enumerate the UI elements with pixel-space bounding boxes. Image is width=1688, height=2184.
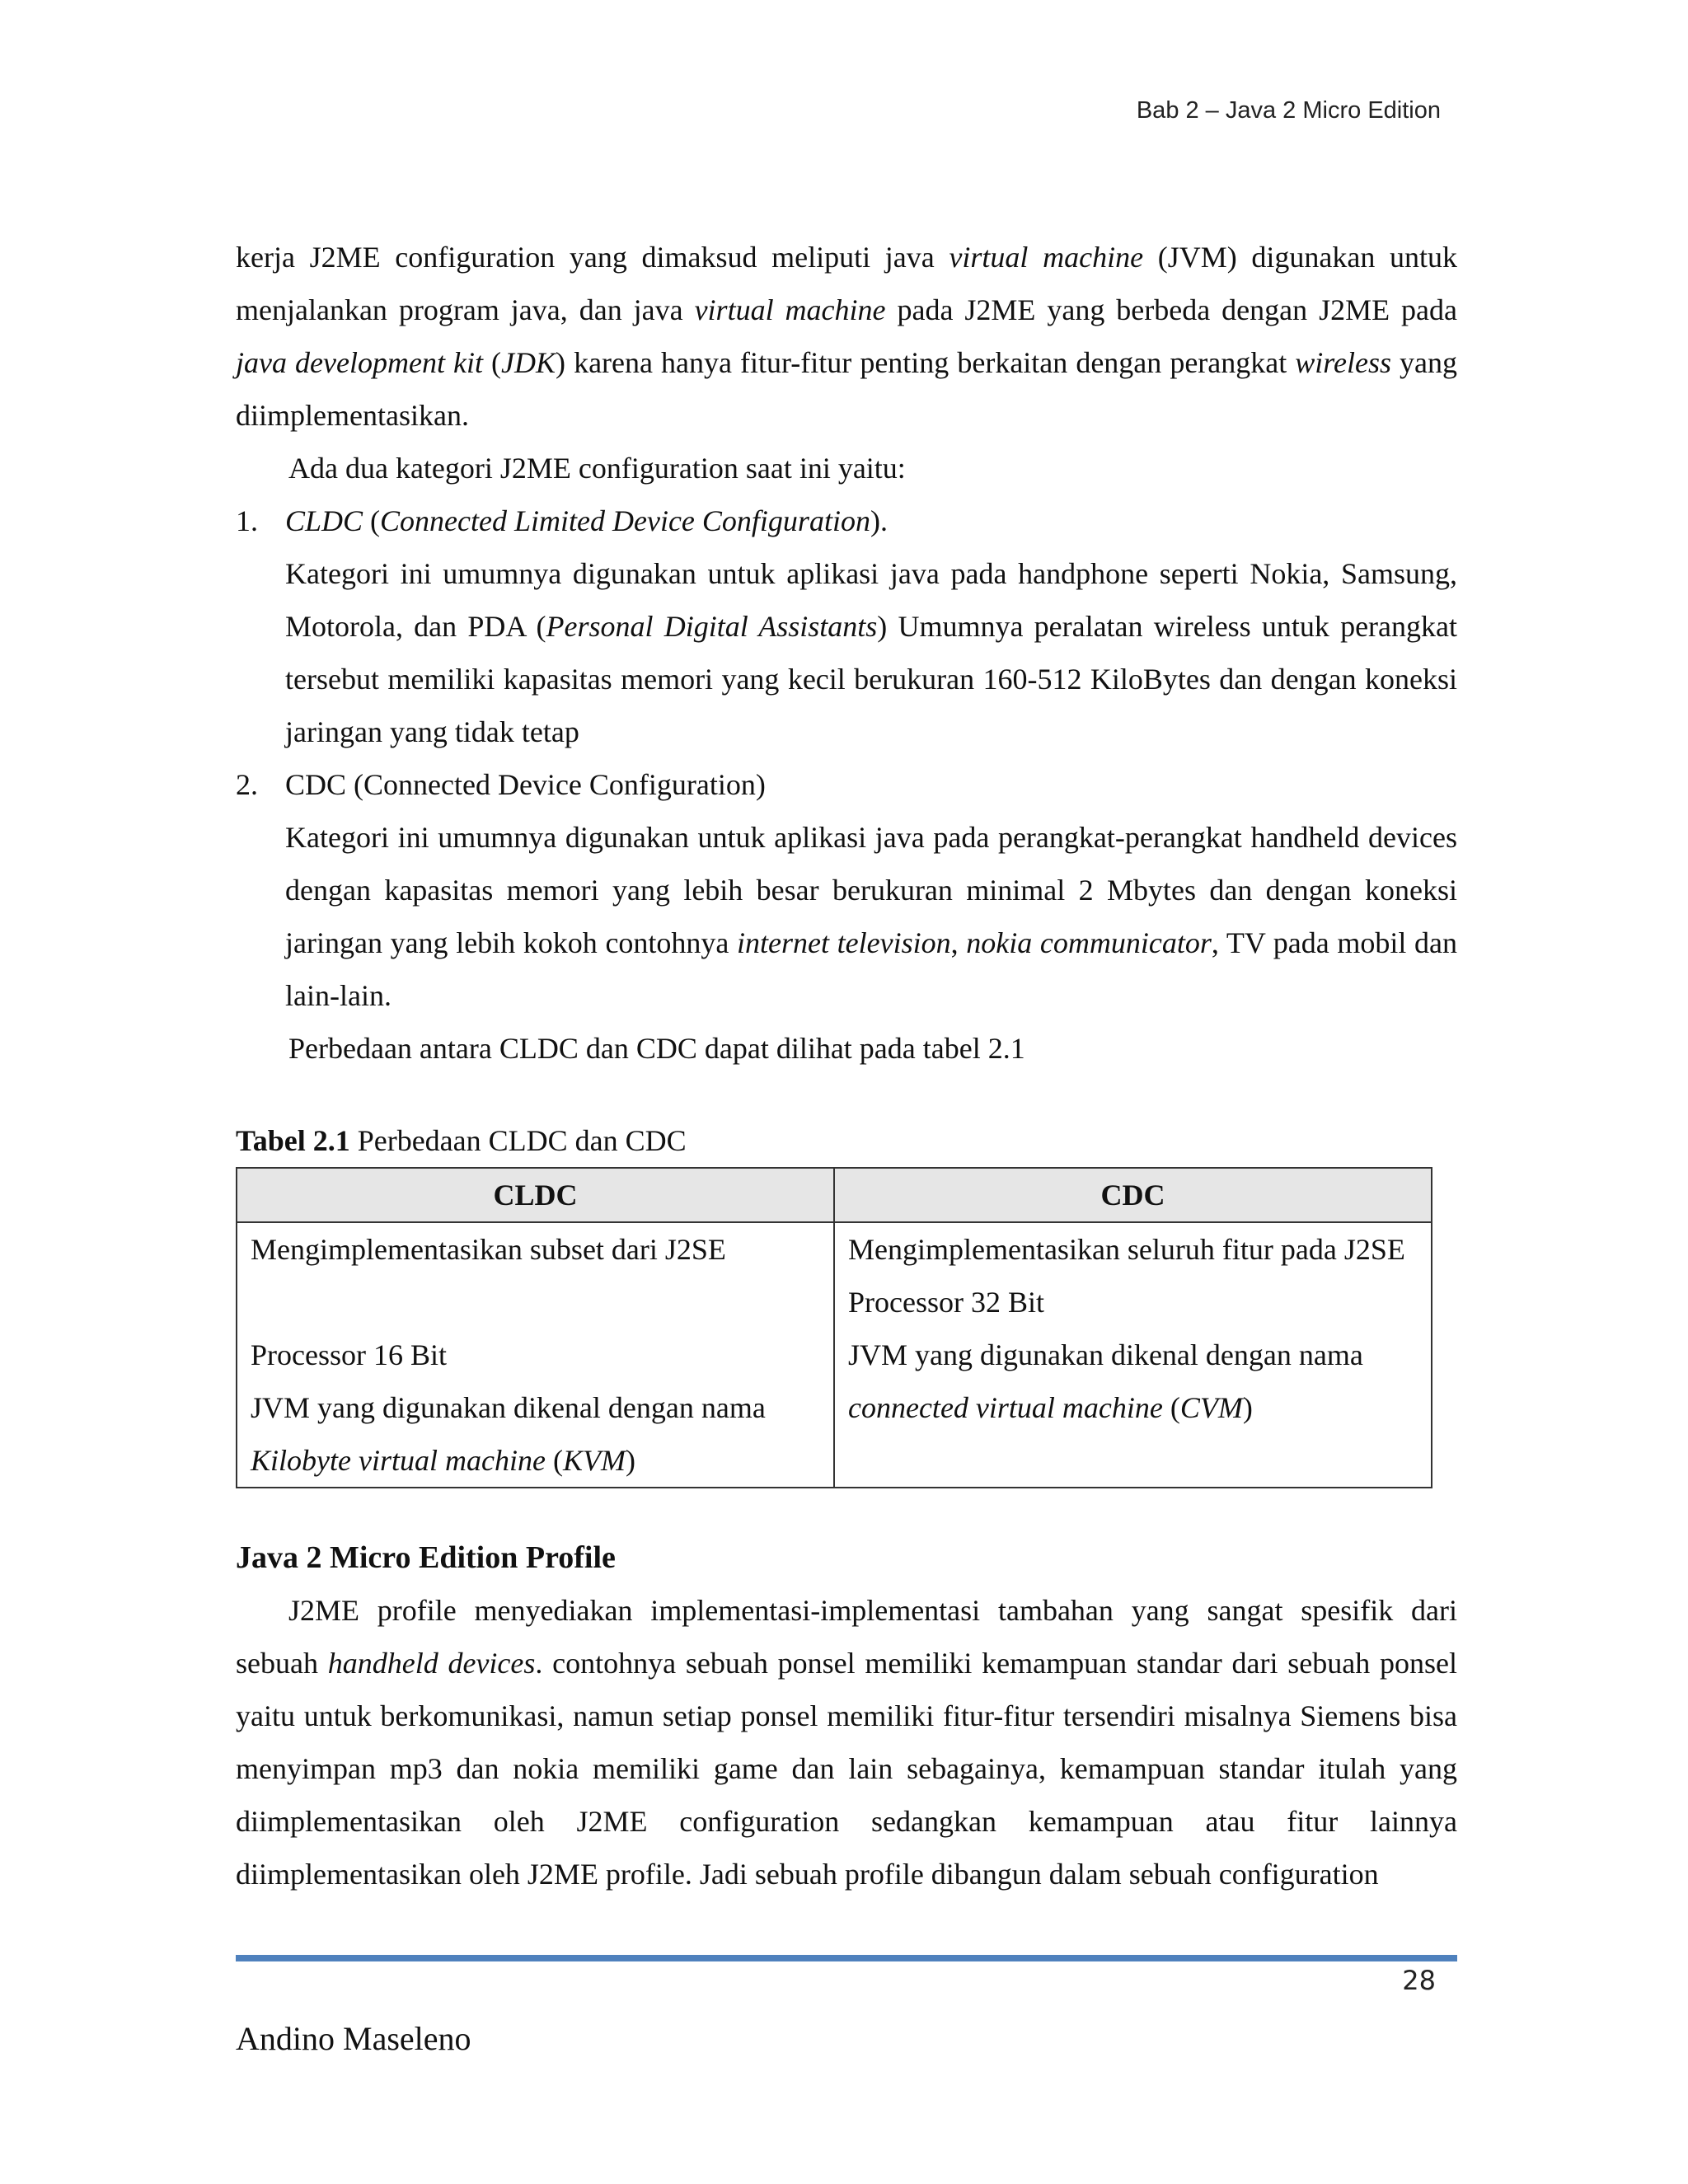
italic-text: handheld devices [327, 1647, 536, 1680]
italic-text: CVM [1179, 1391, 1243, 1424]
table-reference-sentence: Perbedaan antara CLDC dan CDC dapat dilihat pada tabel 2.1 [288, 1032, 1025, 1065]
page-number: 28 [1402, 1965, 1436, 1996]
text-run: Mengimplementasikan seluruh fitur pada J2SE [848, 1233, 1405, 1266]
table-cell-line [251, 1434, 820, 1487]
intro-paragraph [236, 231, 1457, 442]
text-run: ) karena hanya fitur-fitur penting berkaitan dengan perangkat [556, 346, 1296, 379]
list-item [236, 494, 1457, 758]
text-run: ). [870, 504, 888, 537]
text-run: kerja J2ME configuration yang dimaksud meliputi java [236, 241, 950, 274]
text-run: ) [625, 1444, 635, 1477]
text-run: ) [1242, 1391, 1253, 1424]
section-heading: Java 2 Micro Edition Profile [236, 1540, 616, 1575]
table-cell-line [848, 1276, 1418, 1329]
comparison-table [236, 1167, 1432, 1488]
text-run: ( [1162, 1391, 1180, 1424]
italic-text: CLDC [285, 504, 363, 537]
table-caption [236, 1114, 1457, 1167]
table-cell-line [848, 1381, 1418, 1434]
footer-rule [236, 1955, 1457, 1961]
text-run: ( [482, 346, 502, 379]
table-cell-line [251, 1223, 820, 1276]
table-cell-cdc [834, 1222, 1432, 1488]
italic-text: virtual machine [694, 293, 886, 326]
table-header-cldc: CLDC [237, 1168, 834, 1222]
intro-paragraph-2: Ada dua kategori J2ME configuration saat ini yaitu: [288, 452, 906, 485]
table-caption-text: Perbedaan CLDC dan CDC [349, 1124, 687, 1157]
list-number: 1. [236, 504, 258, 537]
table-cell-line [848, 1329, 1418, 1381]
text-run: Kategori ini umumnya digunakan untuk aplikasi java pada handphone seperti Nokia, Samsung, Motorola, dan PDA ( [285, 557, 1457, 643]
list-item-title [285, 494, 1457, 547]
text-run: ( [363, 504, 381, 537]
page-body [236, 231, 1457, 1900]
list-item-title [285, 758, 1457, 811]
italic-text: java development kit [236, 346, 483, 379]
italic-text: KVM [562, 1444, 626, 1477]
list-item-body [285, 547, 1457, 758]
italic-text: Personal Digital Assistants [546, 610, 878, 643]
text-run: Processor 32 Bit [848, 1286, 1044, 1319]
text-run: CDC (Connected Device Configuration) [285, 768, 766, 801]
author-name: Andino Maseleno [236, 2020, 471, 2057]
table-header-cdc: CDC [834, 1168, 1432, 1222]
italic-text: Kilobyte virtual machine [251, 1444, 546, 1477]
italic-text: internet television [737, 926, 951, 959]
table-cell-line [251, 1329, 820, 1381]
running-header: Bab 2 – Java 2 Micro Edition [1136, 97, 1441, 124]
table-cell-cldc [237, 1222, 834, 1488]
list-item-body [285, 811, 1457, 1022]
category-list [236, 494, 1457, 1022]
text-run: . contohnya sebuah ponsel memiliki kemampuan standar dari sebuah ponsel yaitu untuk berkomunikasi, namun setiap ponsel memiliki fitur-fitur tersendiri misalnya Siemens bisa menyimpan mp3 dan nokia memiliki game dan lain sebagainya, kemampuan standar itulah yang diimplementasikan oleh J2ME configuration sedangkan kemampuan atau fitur lainnya diimplementasikan oleh J2ME profile. Jadi sebuah profile dibangun dalam sebuah configuration [236, 1647, 1457, 1891]
table-cell-line [251, 1276, 820, 1329]
text-run: pada J2ME yang berbeda dengan J2ME pada [885, 293, 1458, 326]
italic-text: Connected Limited Device Configuration [380, 504, 870, 537]
text-run: , TV pada mobil dan lain-lain. [285, 926, 1458, 1012]
text-run: Mengimplementasikan subset dari J2SE [251, 1233, 726, 1266]
text-run: JVM yang digunakan dikenal dengan nama [848, 1338, 1363, 1371]
list-number: 2. [236, 768, 258, 801]
italic-text: wireless [1295, 346, 1391, 379]
section-paragraph [236, 1584, 1457, 1900]
text-run: J2ME profile menyediakan implementasi-implementasi tambahan yang sangat spesifik dari sebuah [236, 1594, 1457, 1680]
italic-text: connected virtual machine [848, 1391, 1163, 1424]
italic-text: nokia communicator [966, 926, 1212, 959]
text-run: JVM yang digunakan dikenal dengan nama [251, 1391, 766, 1424]
italic-text: virtual machine [949, 241, 1144, 274]
table-row [237, 1222, 1432, 1488]
italic-text: JDK [501, 346, 556, 379]
table-caption-label: Tabel 2.1 [236, 1124, 350, 1157]
text-run: (JVM) digunakan untuk menjalankan program java, dan java [236, 241, 1457, 326]
text-run: , [950, 926, 967, 959]
text-run: ) Umumnya peralatan wireless untuk perangkat tersebut memiliki kapasitas memori yang kecil berukuran 160-512 KiloBytes dan dengan koneksi jaringan yang tidak tetap [285, 610, 1457, 748]
text-run: Kategori ini umumnya digunakan untuk aplikasi java pada perangkat-perangkat handheld devices dengan kapasitas memori yang lebih besar berukuran minimal 2 Mbytes dan dengan koneksi jaringan yang lebih kokoh contohnya [285, 821, 1457, 959]
table-cell-line [251, 1381, 820, 1434]
text-run: yang diimplementasikan. [236, 346, 1457, 432]
table-cell-line [848, 1223, 1418, 1276]
text-run: Processor 16 Bit [251, 1338, 447, 1371]
list-item [236, 758, 1457, 1022]
text-run: ( [545, 1444, 563, 1477]
